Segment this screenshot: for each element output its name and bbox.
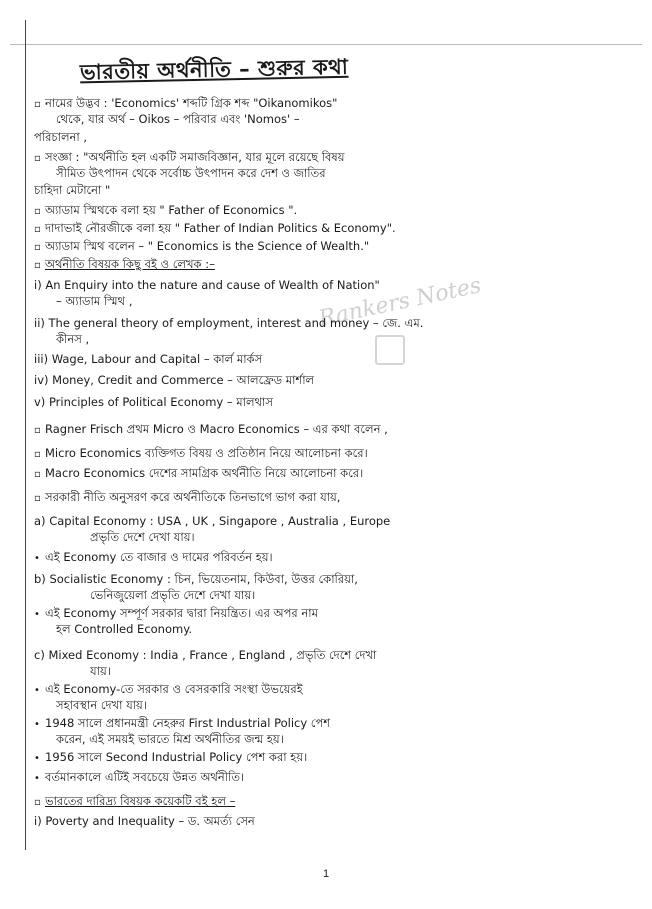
note-line: i) An Enquiry into the nature and cause of Wealth of Nation" <box>34 278 380 292</box>
note-line: • এই Economy সম্পূর্ণ সরকার দ্বারা নিয়ন্ত্রিত। এর অপর নাম <box>34 606 318 620</box>
dot-bullet-icon: • <box>34 753 40 764</box>
note-line: ▫ Macro Economics দেশের সামগ্রিক অর্থনীতি নিয়ে আলোচনা করে। <box>34 466 364 480</box>
note-line: ▫ সংজ্ঞা : "অর্থনীতি হল একটি সমাজবিজ্ঞান, যার মূলে রয়েছে বিষয় <box>34 150 345 164</box>
note-line: হল Controlled Economy. <box>56 622 193 636</box>
dot-bullet-icon: • <box>34 685 40 696</box>
page-number: 1 <box>322 868 330 880</box>
note-line: v) Principles of Political Economy – মালথাস <box>34 395 273 409</box>
note-line: ▫ অ্যাডাম স্মিথ বলেন – " Economics is the Science of Wealth." <box>34 239 370 253</box>
square-bullet-icon: ▫ <box>34 425 41 436</box>
section-heading: ▫ অর্থনীতি বিষয়ক কিছু বই ও লেখক :– <box>34 257 215 271</box>
square-bullet-icon: ▫ <box>34 493 41 504</box>
square-bullet-icon: ▫ <box>34 260 41 271</box>
dot-bullet-icon: • <box>34 719 40 730</box>
note-line: পরিচালনা , <box>34 130 88 144</box>
note-line: ▫ নামের উদ্ভব : 'Economics' শব্দটি গ্রিক শব্দ "Oikanomikos" <box>34 96 338 110</box>
note-line: ▫ Micro Economics ব্যক্তিগত বিষয় ও প্রতিষ্ঠান নিয়ে আলোচনা করে। <box>34 446 368 460</box>
watermark: Rankers Notes <box>316 273 484 332</box>
note-line: প্রভৃতি দেশে দেখা যায়। <box>90 530 195 544</box>
note-line: • 1956 সালে Second Industrial Policy পেশ করা হয়। <box>34 750 308 764</box>
note-line: যায়। <box>90 664 111 678</box>
economy-type-line: b) Socialistic Economy : চিন, ভিয়েতনাম, কিউবা, উত্তর কোরিয়া, <box>34 572 358 586</box>
economy-type-line: c) Mixed Economy : India , France , England , প্রভৃতি দেশে দেখা <box>34 648 377 662</box>
note-line: – অ্যাডাম স্মিথ , <box>56 294 133 308</box>
square-bullet-icon: ▫ <box>34 469 41 480</box>
note-line: সীমিত উৎপাদন থেকে সর্বোচ্চ উৎপাদন করে দেশ ও জাতির <box>56 166 326 180</box>
note-line: • এই Economy তে বাজার ও দামের পরিবর্তন হয়। <box>34 550 273 564</box>
dot-bullet-icon: • <box>34 553 40 564</box>
square-bullet-icon: ▫ <box>34 153 41 164</box>
note-line: ▫ Ragner Frisch প্রথম Micro ও Macro Economics – এর কথা বলেন , <box>34 422 388 436</box>
square-bullet-icon: ▫ <box>34 449 41 460</box>
note-line: ▫ অ্যাডাম স্মিথকে বলা হয় " Father of Economics ". <box>34 203 298 217</box>
square-bullet-icon: ▫ <box>34 224 41 235</box>
square-bullet-icon: ▫ <box>34 797 41 808</box>
dot-bullet-icon: • <box>34 609 40 620</box>
note-line: • বর্তমানকালে এটিই সবচেয়ে উন্নত অর্থনীতি। <box>34 770 245 784</box>
note-line: iii) Wage, Labour and Capital – কার্ল মার্কস <box>34 352 263 366</box>
square-bullet-icon: ▫ <box>34 242 41 253</box>
note-line: ▫ সরকারী নীতি অনুসরণ করে অর্থনীতিকে তিনভাগে ভাগ করা যায়, <box>34 490 341 504</box>
note-line: • এই Economy-তে সরকার ও বেসরকারি সংস্থা উভয়েরই <box>34 682 303 696</box>
economy-type-line: a) Capital Economy : USA , UK , Singapore , Australia , Europe <box>34 514 391 528</box>
section-heading: ▫ ভারতের দারিদ্র্য বিষয়ক কয়েকটি বই হল – <box>34 794 236 808</box>
note-line: সহাবস্থান দেখা যায়। <box>56 698 147 712</box>
square-bullet-icon: ▫ <box>34 206 41 217</box>
note-line: i) Poverty and Inequality – ড. অমর্ত্য সেন <box>34 814 255 828</box>
dot-bullet-icon: • <box>34 773 40 784</box>
square-bullet-icon: ▫ <box>34 99 41 110</box>
note-line: থেকে, যার অর্থ – Oikos – পরিবার এবং 'Nomos' – <box>56 112 300 126</box>
note-line: ভেনিজুয়েলা প্রভৃতি দেশে দেখা যায়। <box>90 588 256 602</box>
note-line: iv) Money, Credit and Commerce – আলফ্রেড মার্শাল <box>34 373 315 387</box>
note-line: চাহিদা মেটানো " <box>34 183 111 197</box>
note-line: কীনস , <box>56 332 90 346</box>
note-line: ii) The general theory of employment, interest and money – জে. এম. <box>34 316 424 330</box>
note-line: ▫ দাদাভাই নৌরজীকে বলা হয় " Father of Indian Politics & Economy". <box>34 221 396 235</box>
top-rule <box>10 44 642 45</box>
note-line: করেন, এই সময়ই ভারতে মিশ্র অর্থনীতির জন্ম হয়। <box>56 732 284 746</box>
note-line: • 1948 সালে প্রধানমন্ত্রী নেহরুর First Industrial Policy পেশ <box>34 716 331 730</box>
page-title: ভারতীয় অর্থনীতি – শুরুর কথা <box>79 54 349 85</box>
margin-rule <box>25 20 26 850</box>
